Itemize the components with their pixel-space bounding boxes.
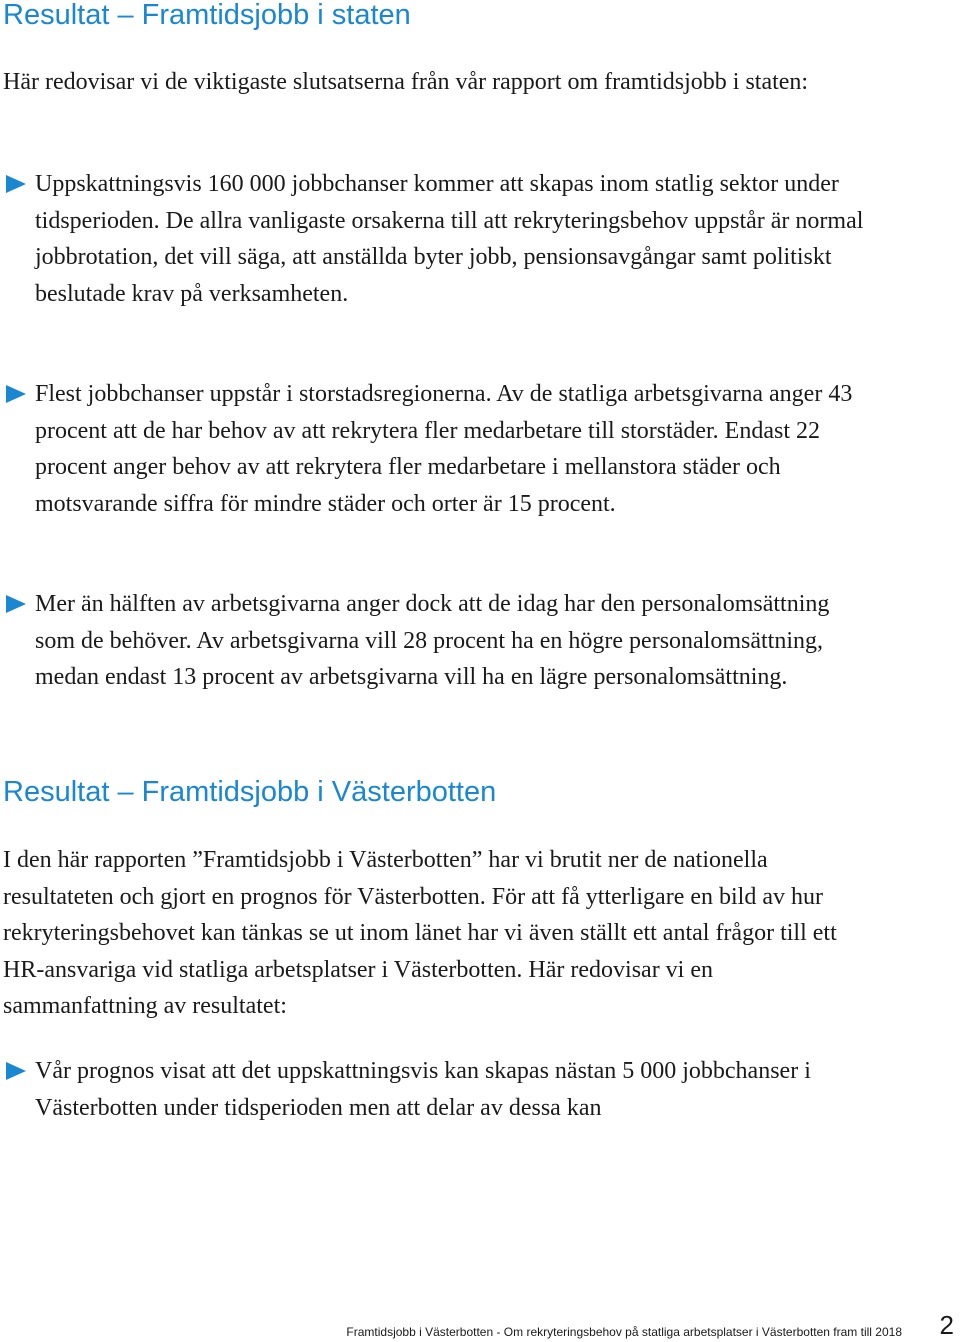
section-heading-vasterbotten: Resultat – Framtidsjobb i Västerbotten <box>3 776 497 808</box>
bullet-text-1: Uppskattningsvis 160 000 jobbchanser kommer att skapas inom statlig sektor under tidsperioden. De allra vanligaste orsakerna till att rekryteringsbehov uppstår är normal jobbrotation, det vill säga, att anställda byter jobb, pensionsavgångar samt politiskt beslutade krav på verksamheten. <box>35 171 864 307</box>
section-heading-staten: Resultat – Framtidsjobb i staten <box>3 0 411 31</box>
bullet-triangle-icon <box>6 595 26 613</box>
bullet-triangle-icon <box>6 175 26 193</box>
bullet-triangle-icon <box>6 1062 26 1080</box>
section-intro-staten: Här redovisar vi de viktigaste slutsatserna från vår rapport om framtidsjobb i staten: <box>3 69 809 95</box>
bullet-text-2: Flest jobbchanser uppstår i storstadsregionerna. Av de statliga arbetsgivarna anger 43 procent att de har behov av att rekrytera fler medarbetare till storstäder. Endast 22 procent anger behov av att rekrytera fler medarbetare i mellanstora städer och motsvarande siffra för mindre städer och orter är 15 procent. <box>35 381 853 517</box>
bullet-item-1 <box>35 166 875 312</box>
bullet-item-2 <box>35 376 870 522</box>
bullet-item-4 <box>35 1053 835 1126</box>
page-footer: Framtidsjobb i Västerbotten - Om rekryteringsbehov på statliga arbetsplatser i Västerbotten fram till 2018 <box>346 1325 902 1339</box>
bullet-text-3: Mer än hälften av arbetsgivarna anger dock att de idag har den personalomsättning som de behöver. Av arbetsgivarna vill 28 procent ha en högre personalomsättning, medan endast 13 procent av arbetsgivarna vill ha en lägre personalomsättning. <box>35 591 830 690</box>
bullet-text-4: Vår prognos visat att det uppskattningsvis kan skapas nästan 5 000 jobbchanser i Västerbotten under tidsperioden men att delar av dessa kan <box>35 1058 811 1121</box>
section-intro-vasterbotten: I den här rapporten ”Framtidsjobb i Västerbotten” har vi brutit ner de nationella resultateten och gjort en prognos för Västerbotten. För att få ytterligare en bild av hur rekryteringsbehovet kan tänkas se ut inom länet har vi även ställt ett antal frågor till ett HR-ansvariga vid statliga arbetsplatser i Västerbotten. Här redovisar vi en sammanfattning av resultatet: <box>3 847 837 1019</box>
bullet-item-3 <box>35 586 870 696</box>
page-number: 2 <box>939 1310 954 1340</box>
bullet-triangle-icon <box>6 385 26 403</box>
